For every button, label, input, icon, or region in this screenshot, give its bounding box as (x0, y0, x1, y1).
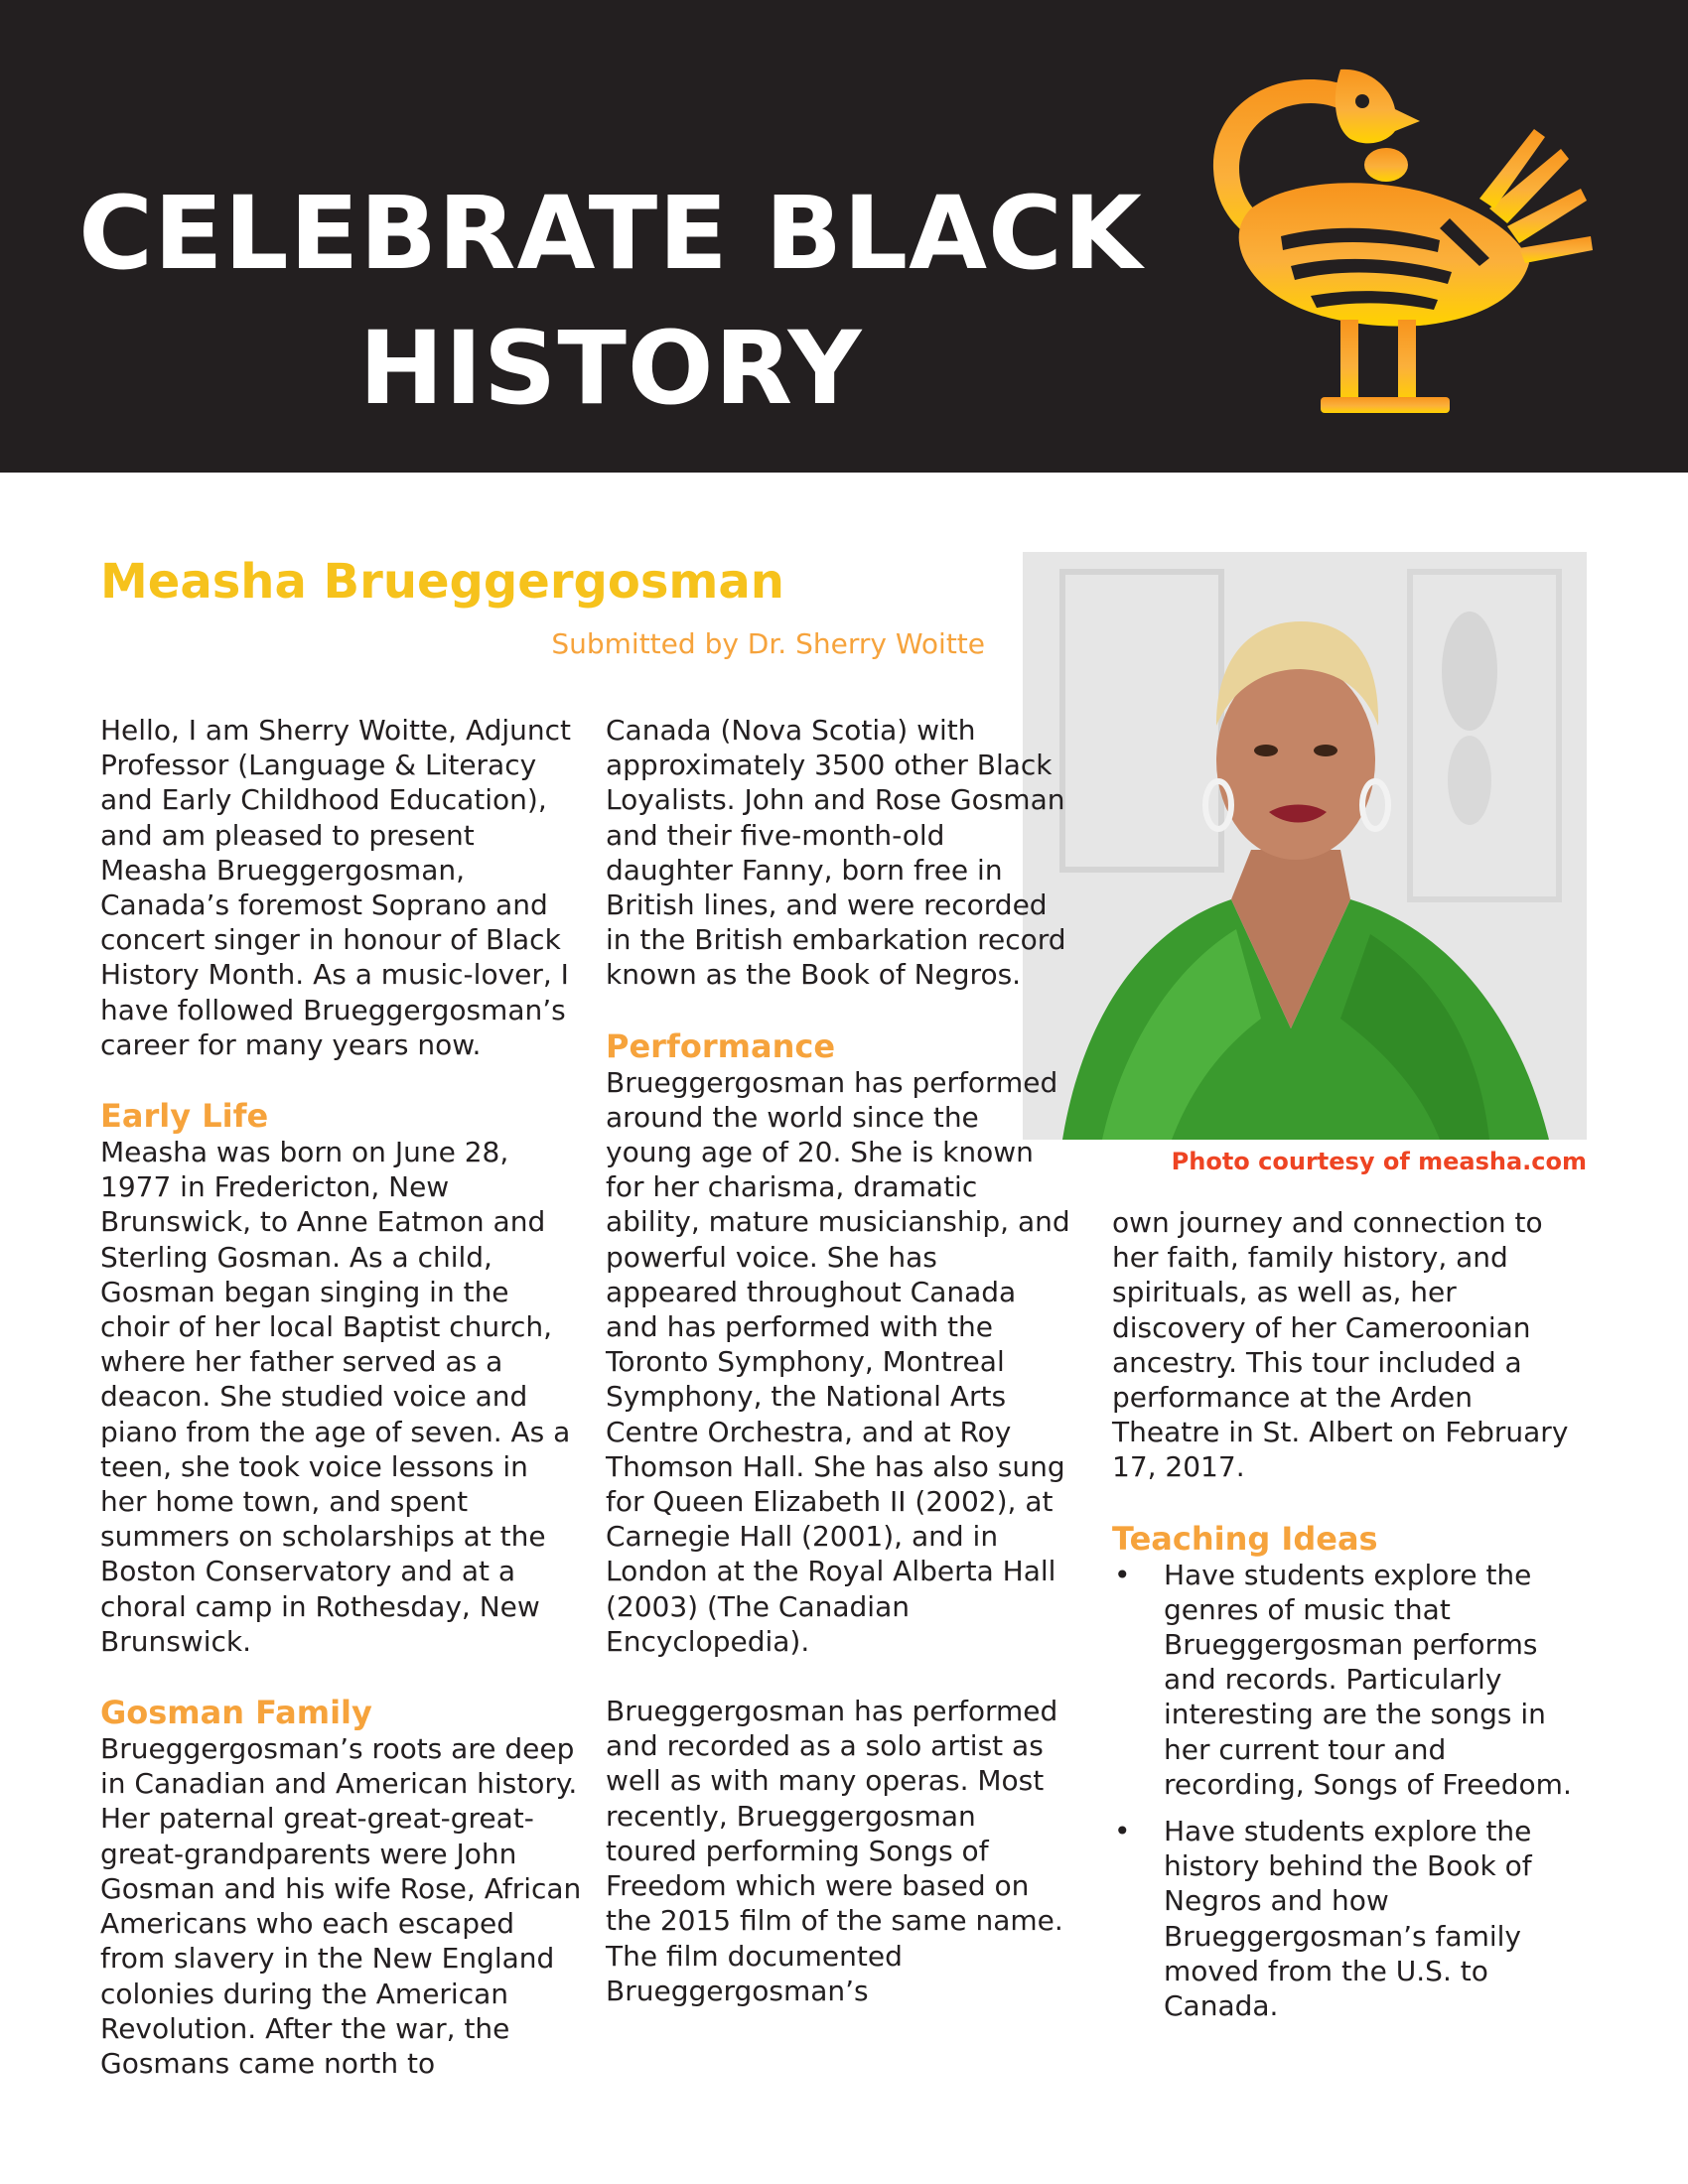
teaching-ideas-heading: Teaching Ideas (1112, 1519, 1378, 1558)
gosman-family-paragraph: Brueggergosman’s roots are deep in Canadian and American history. Her paternal great-great-great-great-grandparents were John Gosman and his wife Rose, African Americans who each escaped from slavery in the New England colonies during the American Revolution. After the war, the Gosmans came north to (100, 1732, 582, 2080)
teaching-ideas-list (1112, 1558, 1589, 2024)
list-item (1112, 1558, 1589, 1802)
article-title: Measha Brueggergosman (100, 554, 784, 610)
intro-paragraph: Hello, I am Sherry Woitte, Adjunct Professor (Language & Literacy and Early Childhood Education), and am pleased to present Measha Brueggergosman, Canada’s foremost Soprano and concert singer in honour of Black History Month. As a music-lover, I have followed Brueggergosman’s career for many years now. (100, 714, 572, 1061)
performance-paragraph: Brueggergosman has performed around the world since the young age of 20. She is known for her charisma, dramatic ability, mature musicianship, and powerful voice. She has appeared throughout Canada and has performed with the Toronto Symphony, Montreal Symphony, the National Arts Centre Orchestra, and at Roy Thomson Hall. She has also sung for Queen Elizabeth II (2002), at Carnegie Hall (2001), and in London at the Royal Alberta Hall (2003) (The Canadian Encyclopedia). (606, 1065, 1070, 1658)
early-life-paragraph: Measha was born on June 28, 1977 in Fredericton, New Brunswick, to Anne Eatmon and Sterling Gosman. As a child, Gosman began singing in the choir of her local Baptist church, where her father served as a deacon. She studied voice and piano from the age of seven. As a teen, she took voice lessons in her home town, and spent summers on scholarships at the Boston Conservatory and at a choral camp in Rothesday, New Brunswick. (100, 1136, 571, 1658)
page-title (0, 167, 1221, 437)
early-life-heading: Early Life (100, 1097, 269, 1136)
teaching-idea-text: Have students explore the genres of music that Brueggergosman performs and records. Particularly interesting are the songs in her current tour and recording, Songs of Freedom. (1164, 1558, 1572, 1801)
gosman-family-paragraph-continued: Canada (Nova Scotia) with approximately 3500 other Black Loyalists. John and Rose Gosman and their five-month-old daughter Fanny, born free in British lines, and were recorded in the British embarkation record known as the Book of Negros. (606, 714, 1066, 992)
column-3 (1112, 1205, 1589, 2035)
portrait-photo (1023, 552, 1587, 1140)
performance-heading: Performance (606, 1026, 836, 1065)
header-banner (0, 0, 1688, 473)
column-1 (100, 713, 582, 2081)
list-item (1112, 1814, 1589, 2023)
bullet-icon: • (1114, 1815, 1131, 1848)
column-2 (606, 713, 1072, 2008)
gosman-family-heading: Gosman Family (100, 1694, 372, 1732)
byline: Submitted by Dr. Sherry Woitte (551, 627, 985, 660)
title-line-2: HISTORY (358, 310, 863, 429)
teaching-idea-text: Have students explore the history behind the Book of Negros and how Brueggergosman’s family moved from the U.S. to Canada. (1164, 1815, 1532, 2023)
title-line-1: CELEBRATE BLACK (78, 175, 1143, 294)
photo-caption: Photo courtesy of measha.com (1171, 1148, 1587, 1175)
performance-paragraph-2-continued: own journey and connection to her faith, family history, and spirituals, as well as, her discovery of her Cameroonian ancestry. This tour included a performance at the Arden Theatre in St. Albert on February 17, 2017. (1112, 1206, 1569, 1484)
sankofa-bird-icon (1192, 60, 1609, 427)
bullet-icon: • (1114, 1558, 1131, 1591)
performance-paragraph-2: Brueggergosman has performed and recorded as a solo artist as well as with many operas. Most recently, Brueggergosman toured performing Songs of Freedom which were based on the 2015 film of the same name. The film documented Brueggergosman’s (606, 1695, 1063, 2007)
